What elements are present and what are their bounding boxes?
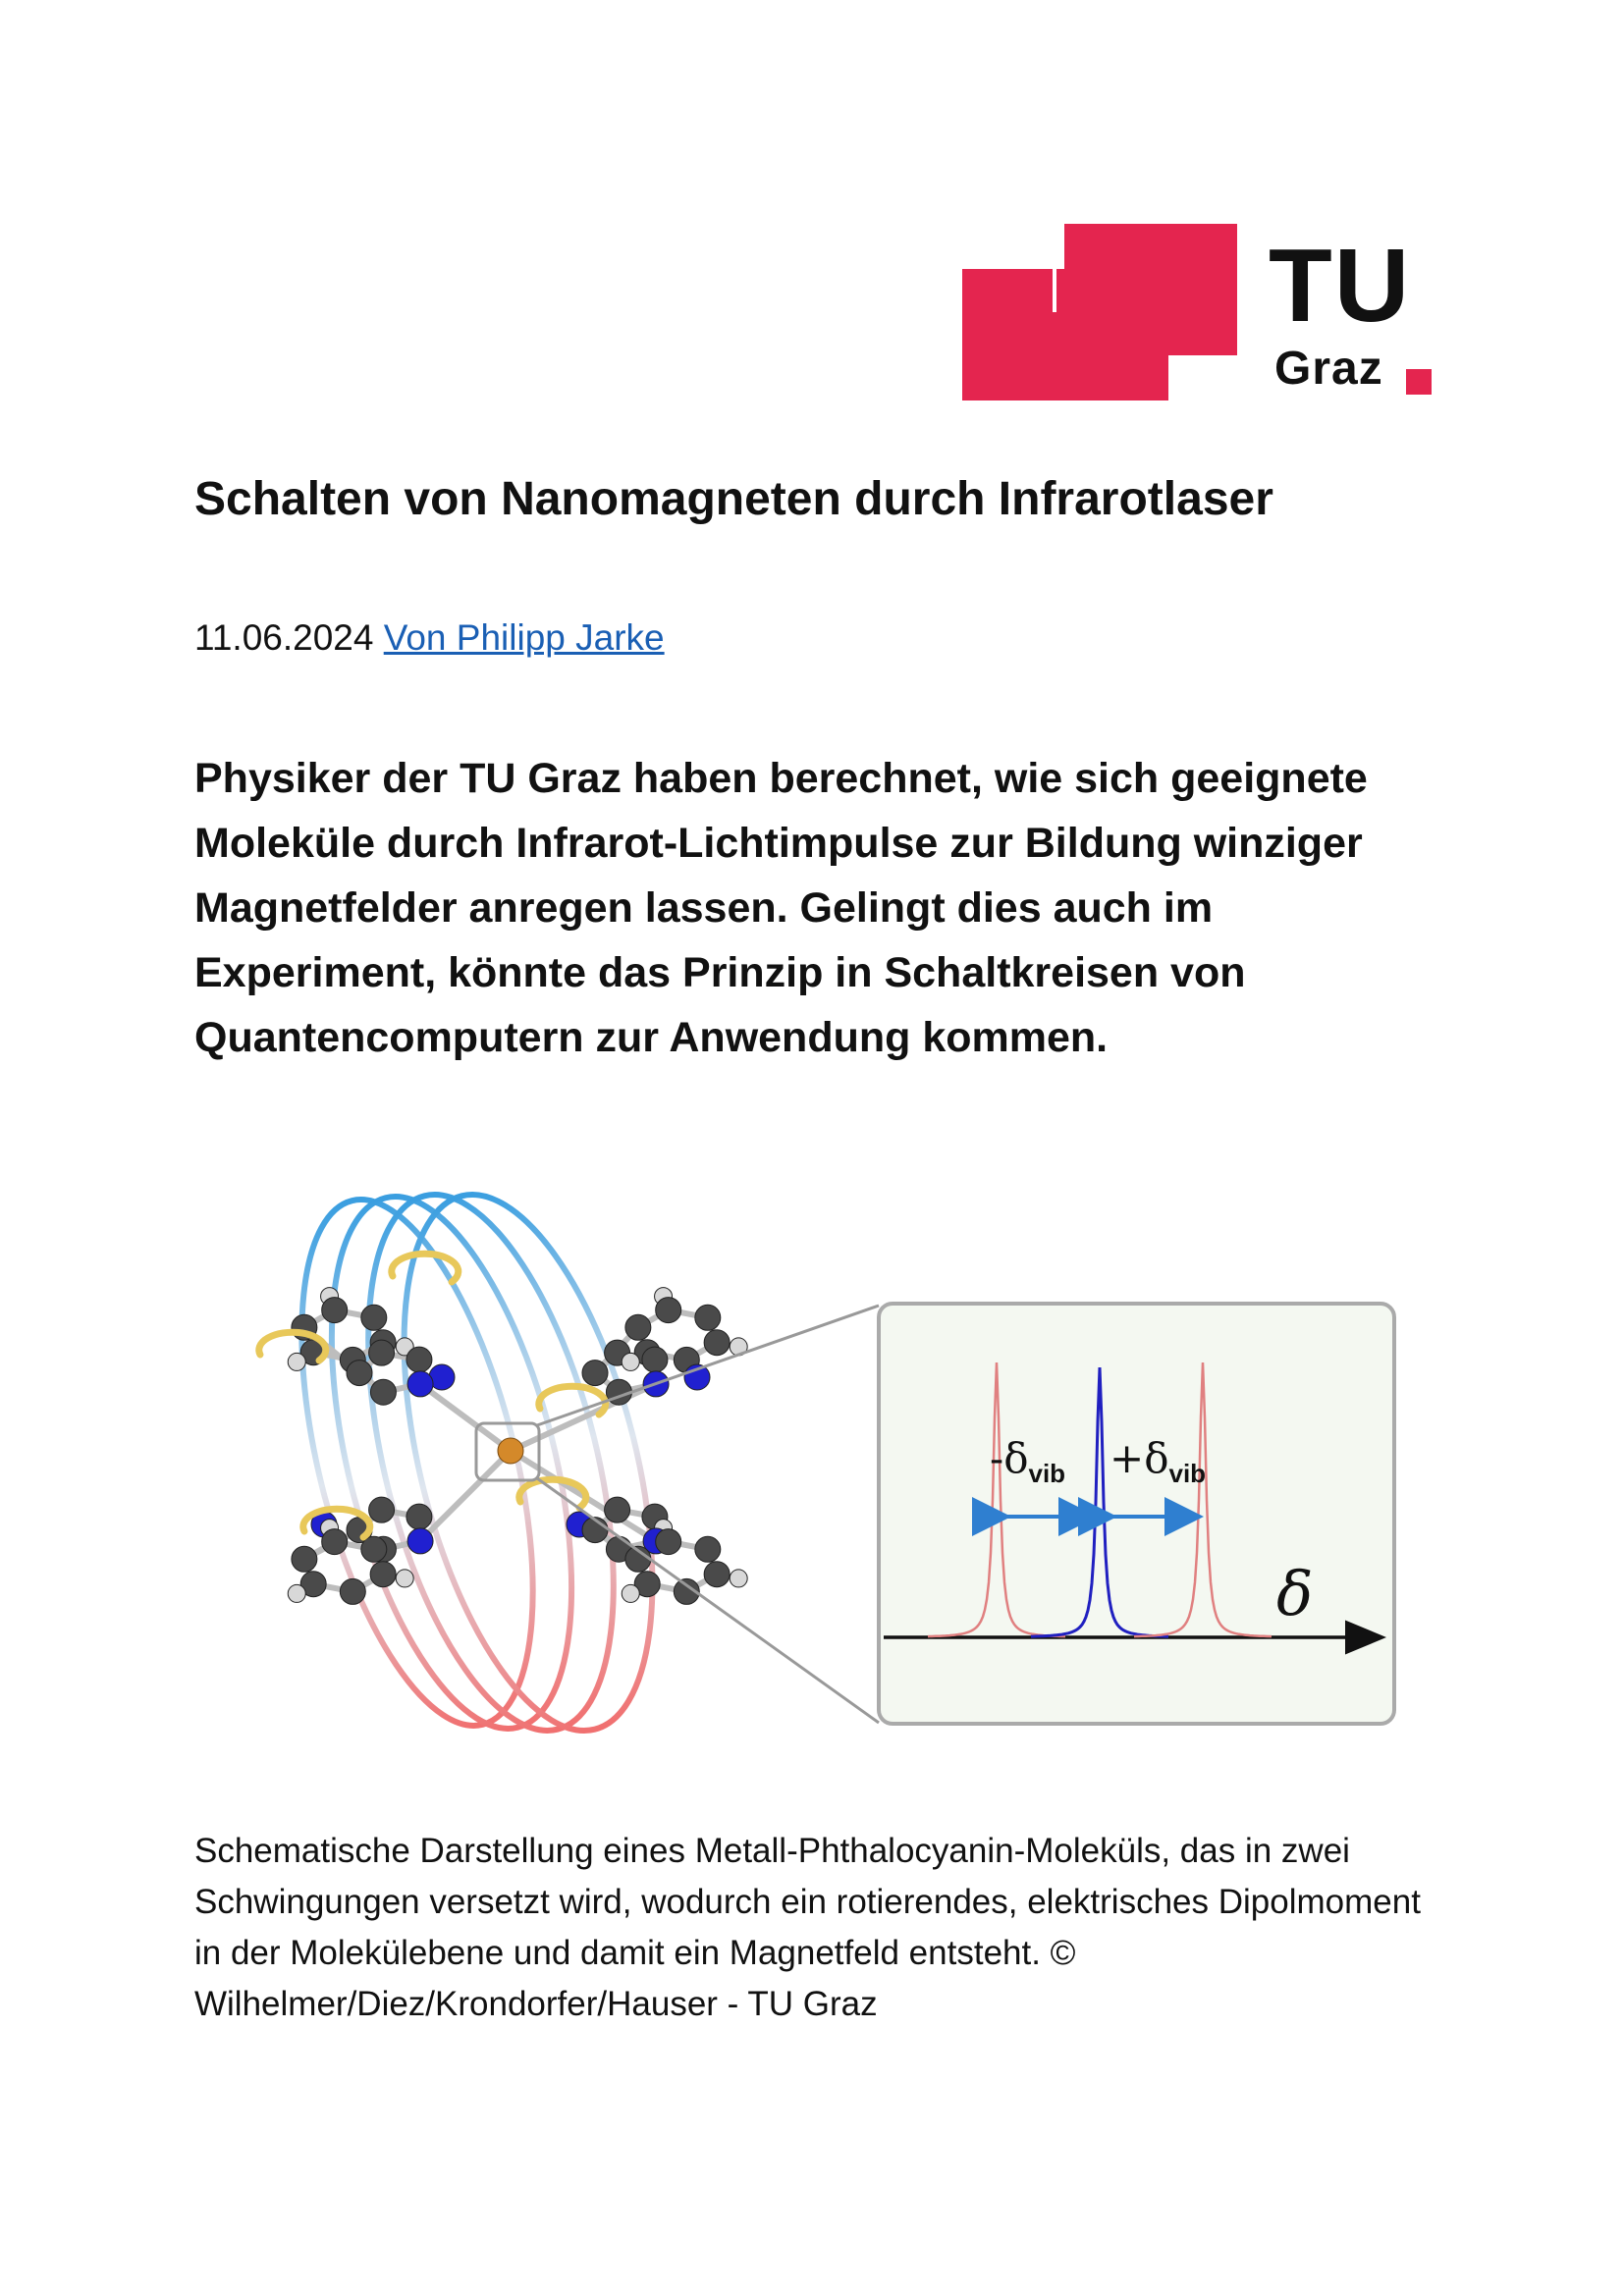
logo-square-dot bbox=[1406, 369, 1432, 395]
logo-block bbox=[1100, 312, 1168, 400]
figure-caption: Schematische Darstellung eines Metall-Phthalocyanin-Moleküls, das in zwei Schwingungen versetzt wird, wodurch ein rotierendes, elektrisches Dipolmoment in der Molekülebene und damit ein Magnetfeld entsteht. © Wilhelmer/Diez/Krondorfer/Hauser - TU Graz bbox=[194, 1832, 1421, 2023]
logo-wordmark-graz: Graz bbox=[1274, 343, 1383, 395]
spectrum-panel bbox=[879, 1304, 1394, 1724]
author-link[interactable]: Von Philipp Jarke bbox=[383, 617, 665, 658]
minus-delta-vib-label: $-\delta_{vib}$ bbox=[990, 1434, 1066, 1488]
article-date: 11.06.2024 bbox=[194, 617, 374, 658]
logo-block bbox=[1159, 224, 1237, 312]
magnetic-field-loops bbox=[256, 1178, 699, 1747]
article-title: Schalten von Nanomagneten durch Infrarotlaser bbox=[194, 473, 1273, 525]
article-lead: Physiker der TU Graz haben berechnet, wie sich geeignete Moleküle durch Infrarot-Lichtimpulse zur Bildung winziger Magnetfelder anregen lassen. Gelingt dies auch im Experiment, könnte das Prinzip in Schaltkreisen von Quantencomputern zur Anwendung kommen. bbox=[194, 755, 1368, 1061]
logo-block bbox=[962, 312, 1100, 400]
delta-axis-label: δ bbox=[1276, 1558, 1314, 1629]
tu-graz-logo bbox=[962, 222, 1434, 400]
article-meta bbox=[194, 616, 665, 660]
logo-wordmark-tu: TU bbox=[1269, 228, 1412, 344]
molecule-figure bbox=[196, 1178, 1414, 1747]
plus-delta-vib-label: $+\delta_{vib}$ bbox=[1110, 1434, 1207, 1488]
